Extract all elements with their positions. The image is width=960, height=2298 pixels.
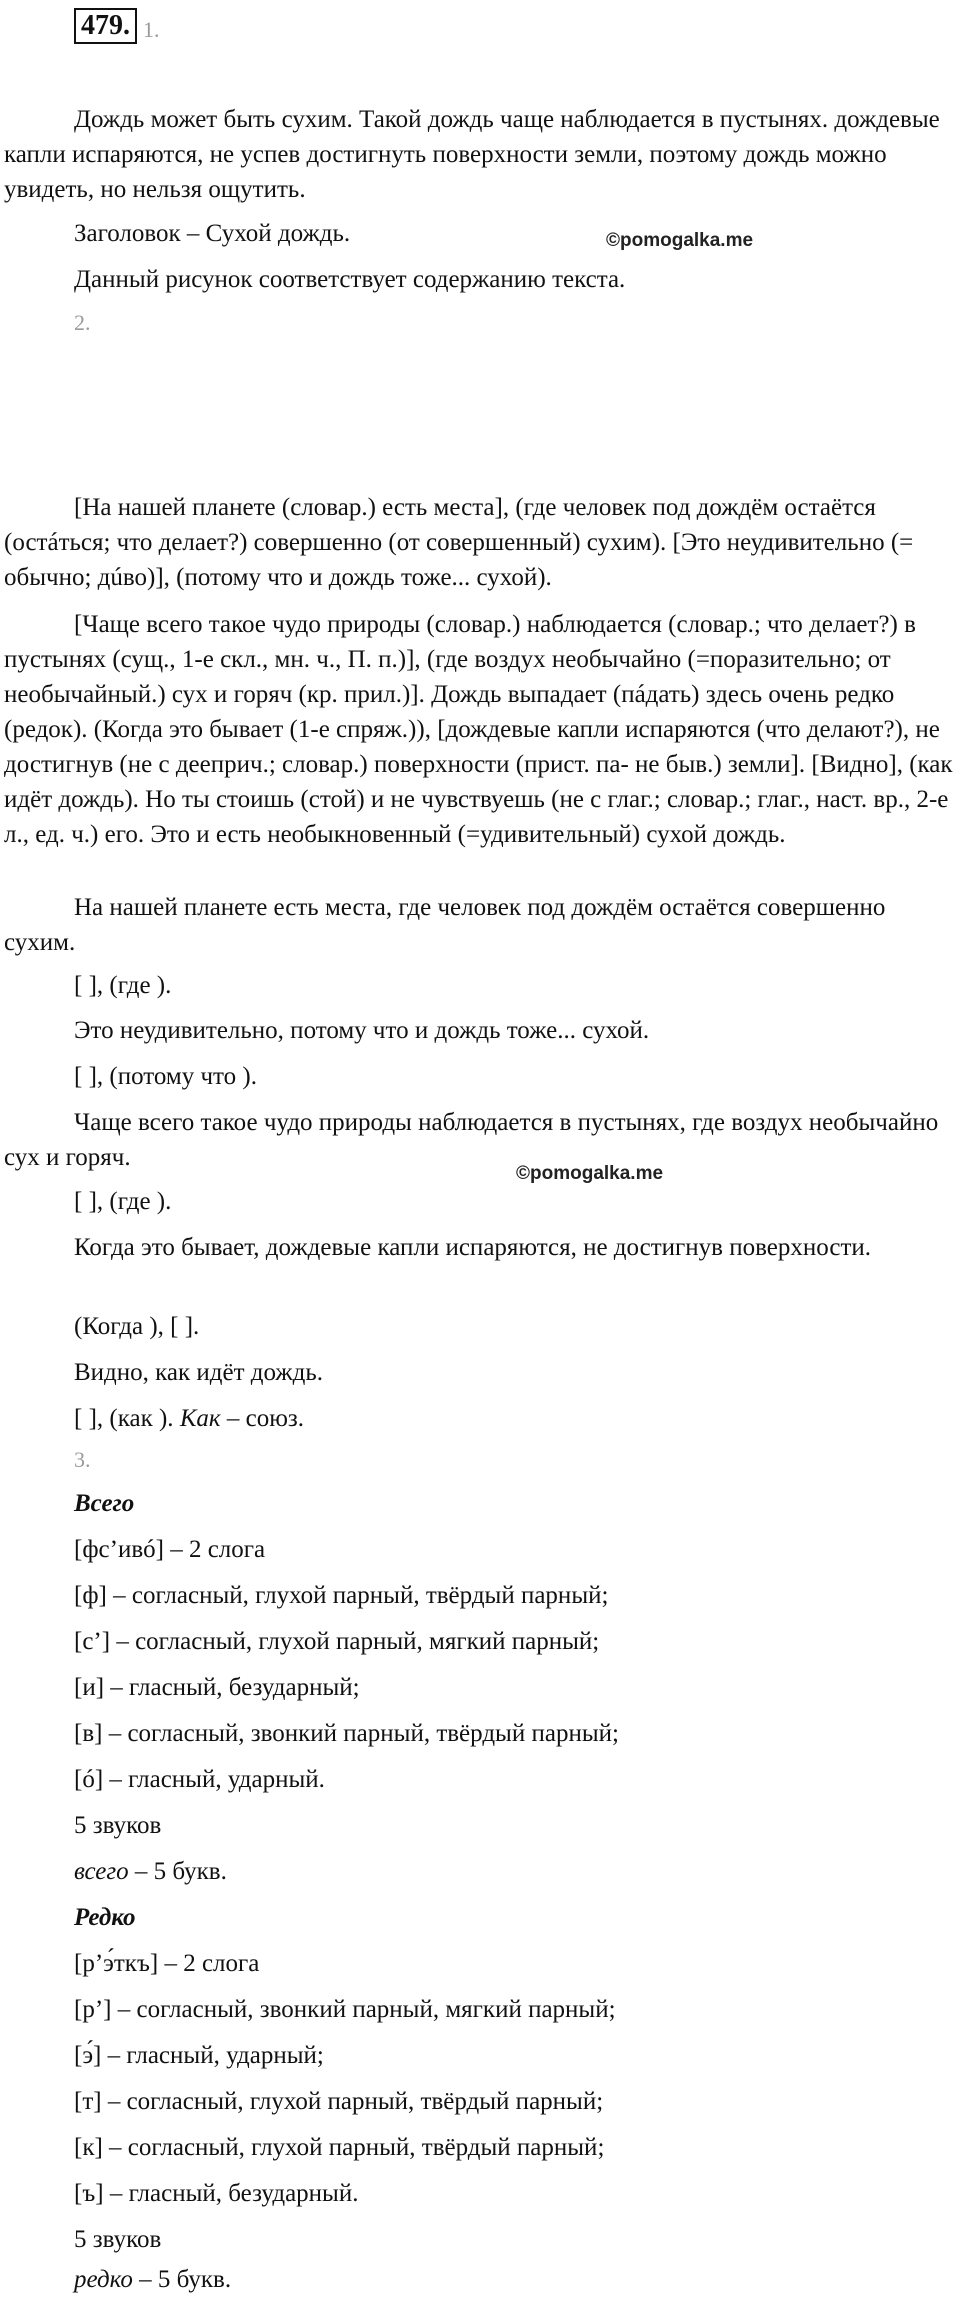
scheme-4: (Когда ), [ ]. [74,1313,200,1340]
scheme-1: [ ], (где ). [74,972,172,999]
watermark: ©pomogalka.me [606,230,754,251]
picture-line: Данный рисунок соответствует содержанию текста. [74,266,626,293]
sentence-5: Видно, как идёт дождь. [74,1359,324,1386]
sentence-4: Когда это бывает, дождевые капли испаряются, не достигнув поверхности. [74,1234,872,1261]
word1-line: [с’] – согласный, глухой парный, мягкий парный; [74,1628,600,1655]
word2-count [74,2262,231,2297]
word2-title: Редко [74,1904,136,1931]
word1-line: [в] – согласный, звонкий парный, твёрдый парный; [74,1720,619,1747]
scheme-5-conj: Как [179,1405,221,1432]
word1-title: Всего [74,1490,135,1517]
word1-count-word: всего [74,1858,129,1885]
analysis-paragraph-1: [На нашей планете (словар.) есть места], (где человек под дождём остаётся (остáться; что делает?) совершенно (от совершенный) сухим). [Это неудивительно (= обычно; дúво)], (потому что и дождь тоже... сухой). [4,494,920,591]
scheme-5-note: – союз. [220,1405,305,1432]
part-1-label: 1. [143,17,160,42]
sentence-3: Чаще всего такое чудо природы наблюдается в пустынях, где воздух необычайно сух и горяч. [4,1109,945,1171]
word2-line: [ъ] – гласный, безударный. [74,2180,359,2207]
sentence-2: Это неудивительно, потому что и дождь тоже... сухой. [74,1017,650,1044]
sentence-1: На нашей планете есть места, где человек под дождём остаётся совершенно сухим. [4,894,892,956]
word2-line: [р’э́ткъ] – 2 слога [74,1950,260,1977]
word2-line: [к] – согласный, глухой парный, твёрдый парный; [74,2134,605,2161]
word2-line: [р’] – согласный, звонкий парный, мягкий парный; [74,1996,616,2023]
word2-line: [т] – согласный, глухой парный, твёрдый парный; [74,2088,604,2115]
word1-count [74,1854,227,1889]
scheme-3: [ ], (где ). [74,1188,172,1215]
exercise-header [74,4,160,44]
title-line: Заголовок – Сухой дождь. [74,220,351,247]
word2-line: [э́] – гласный, ударный; [74,2042,324,2069]
scheme-2: [ ], (потому что ). [74,1063,257,1090]
watermark-2: ©pomogalka.me [516,1163,664,1184]
word1-line: [ф] – согласный, глухой парный, твёрдый парный; [74,1582,609,1609]
analysis-paragraph-2: [Чаще всего такое чудо природы (словар.) наблюдается (словар.; что делает?) в пустынях (сущ., 1-е скл., мн. ч., П. п.)], (где воздух необычайно (=поразительно; от необычайный.) сух и горяч (кр. прил.)]. Дождь выпадает (пáдать) здесь очень редко (редок). (Когда это бывает (1-е спряж.)), [дождевые капли испаряются (что делают?), не достигнув (не с дееприч.; словар.) поверхности (прист. па- не быв.) земли]. [Видно], (как идёт дождь). Но ты стоишь (стой) и не чувствуешь (не с глаг.; словар.; глаг., наст. вр., 2-е л., ед. ч.) его. Это и есть необыкновенный (=удивительный) сухой дождь. [4,611,959,848]
part-2-label: 2. [74,310,91,335]
part-3-label: 3. [74,1447,91,1472]
exercise-number: 479. [74,8,137,44]
word1-line: [ó] – гласный, ударный. [74,1766,325,1793]
scheme-5 [74,1401,304,1436]
word1-line: [и] – гласный, безударный; [74,1674,360,1701]
word1-line: 5 звуков [74,1812,162,1839]
scheme-5-text: [ ], (как ). [74,1405,180,1432]
word1-line: [фс’ивó] – 2 слога [74,1536,266,1563]
part1-paragraph: Дождь может быть сухим. Такой дождь чаще наблюдается в пустынях. дождевые капли испаряются, не успев достигнуть поверхности земли, поэтому дождь можно увидеть, но нельзя ощутить. [4,106,947,203]
word2-count-word: редко [74,2266,133,2293]
word2-line: 5 звуков [74,2226,162,2253]
word1-count-rest: – 5 букв. [128,1858,227,1885]
word2-count-rest: – 5 букв. [132,2266,232,2293]
